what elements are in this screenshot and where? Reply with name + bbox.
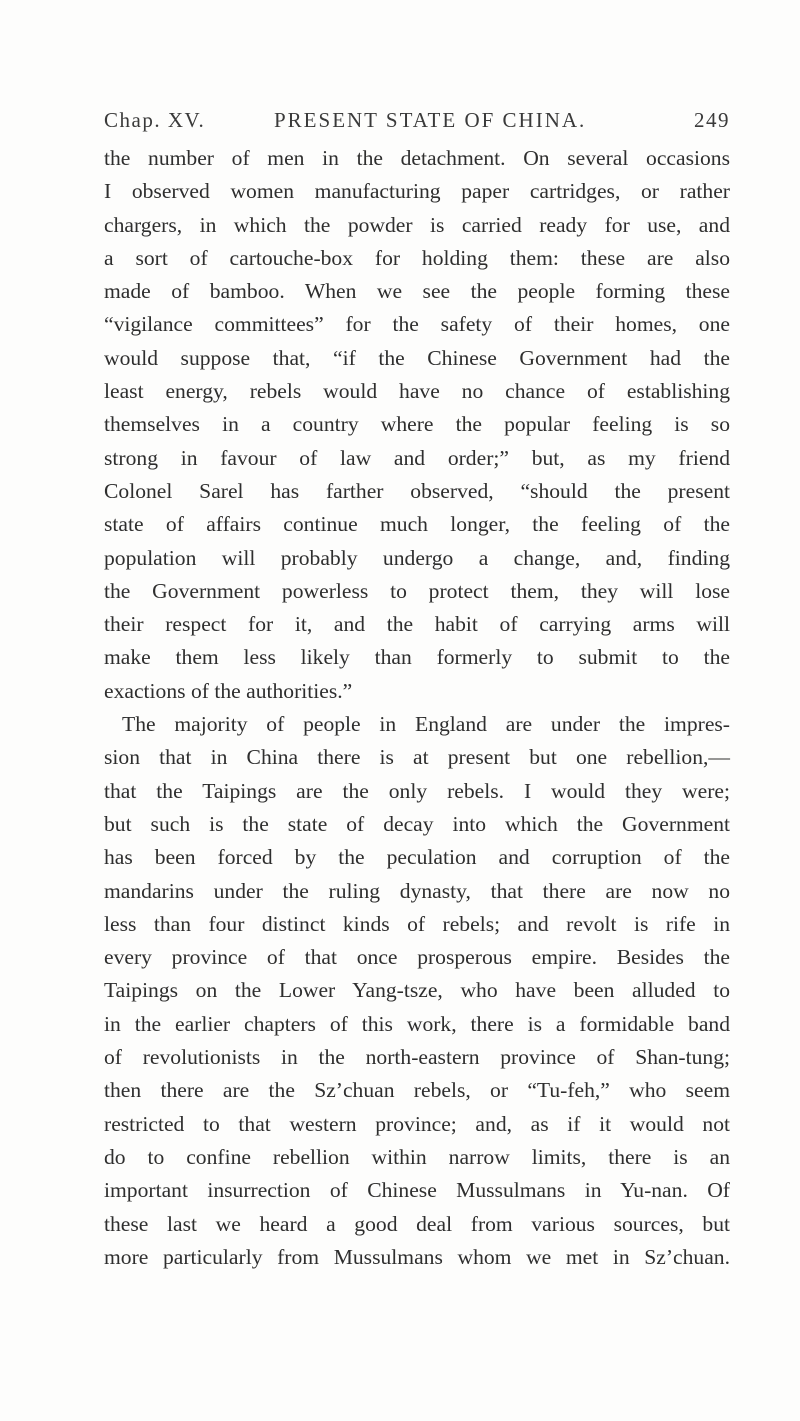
text-line: themselves in a country where the popular feeling is so [104, 412, 730, 437]
text-line: every province of that once prosperous empire. Besides the [104, 945, 730, 970]
text-line: chargers, in which the powder is carried ready for use, and [104, 212, 730, 237]
paragraph-start-line: The majority of people in England are under the impres- [122, 712, 730, 737]
running-head [104, 108, 730, 138]
text-line: Colonel Sarel has farther observed, “should the present [104, 478, 730, 503]
text-line: has been forced by the peculation and corruption of the [104, 845, 730, 870]
text-line: then there are the Sz’chuan rebels, or “Tu-feh,” who seem [104, 1078, 730, 1103]
text-line: these last we heard a good deal from various sources, but [104, 1211, 730, 1236]
text-line: least energy, rebels would have no chance of establishing [104, 379, 730, 404]
text-line: important insurrection of Chinese Mussulmans in Yu-nan. Of [104, 1178, 730, 1203]
text-line: state of affairs continue much longer, the feeling of the [104, 512, 730, 537]
text-line: more particularly from Mussulmans whom we met in Sz’chuan. [104, 1244, 730, 1269]
text-line: less than four distinct kinds of rebels; and revolt is rife in [104, 911, 730, 936]
text-line: their respect for it, and the habit of carrying arms will [104, 612, 730, 637]
text-line: population will probably undergo a change, and, finding [104, 545, 730, 570]
text-line: of revolutionists in the north-eastern province of Shan-tung; [104, 1045, 730, 1070]
paragraph-end-line: exactions of the authorities.” [104, 678, 353, 703]
text-line: restricted to that western province; and, as if it would not [104, 1111, 730, 1136]
text-line: that the Taipings are the only rebels. I would they were; [104, 778, 730, 803]
text-line: make them less likely than formerly to submit to the [104, 645, 730, 670]
text-line: in the earlier chapters of this work, there is a formidable band [104, 1011, 730, 1036]
page-number: 249 [694, 108, 730, 132]
text-line: I observed women manufacturing paper cartridges, or rather [104, 179, 730, 204]
text-line: the number of men in the detachment. On several occasions [104, 146, 730, 170]
text-line: sion that in China there is at present but one rebellion,— [104, 745, 730, 770]
text-line: would suppose that, “if the Chinese Government had the [104, 345, 730, 370]
text-line: “vigilance committees” for the safety of their homes, one [104, 312, 730, 337]
text-line: made of bamboo. When we see the people forming these [104, 279, 730, 304]
text-line: the Government powerless to protect them, they will lose [104, 578, 730, 603]
body-text [104, 142, 730, 1274]
text-line: mandarins under the ruling dynasty, that there are now no [104, 878, 730, 903]
text-line: Taipings on the Lower Yang-tsze, who have been alluded to [104, 978, 730, 1003]
text-line: but such is the state of decay into which the Government [104, 811, 730, 836]
text-line: a sort of cartouche-box for holding them: these are also [104, 245, 730, 270]
text-line: strong in favour of law and order;” but, as my friend [104, 445, 730, 470]
running-title: PRESENT STATE OF CHINA. [274, 108, 587, 132]
chapter-label: Chap. XV. [104, 108, 206, 132]
text-line: do to confine rebellion within narrow limits, there is an [104, 1144, 730, 1169]
